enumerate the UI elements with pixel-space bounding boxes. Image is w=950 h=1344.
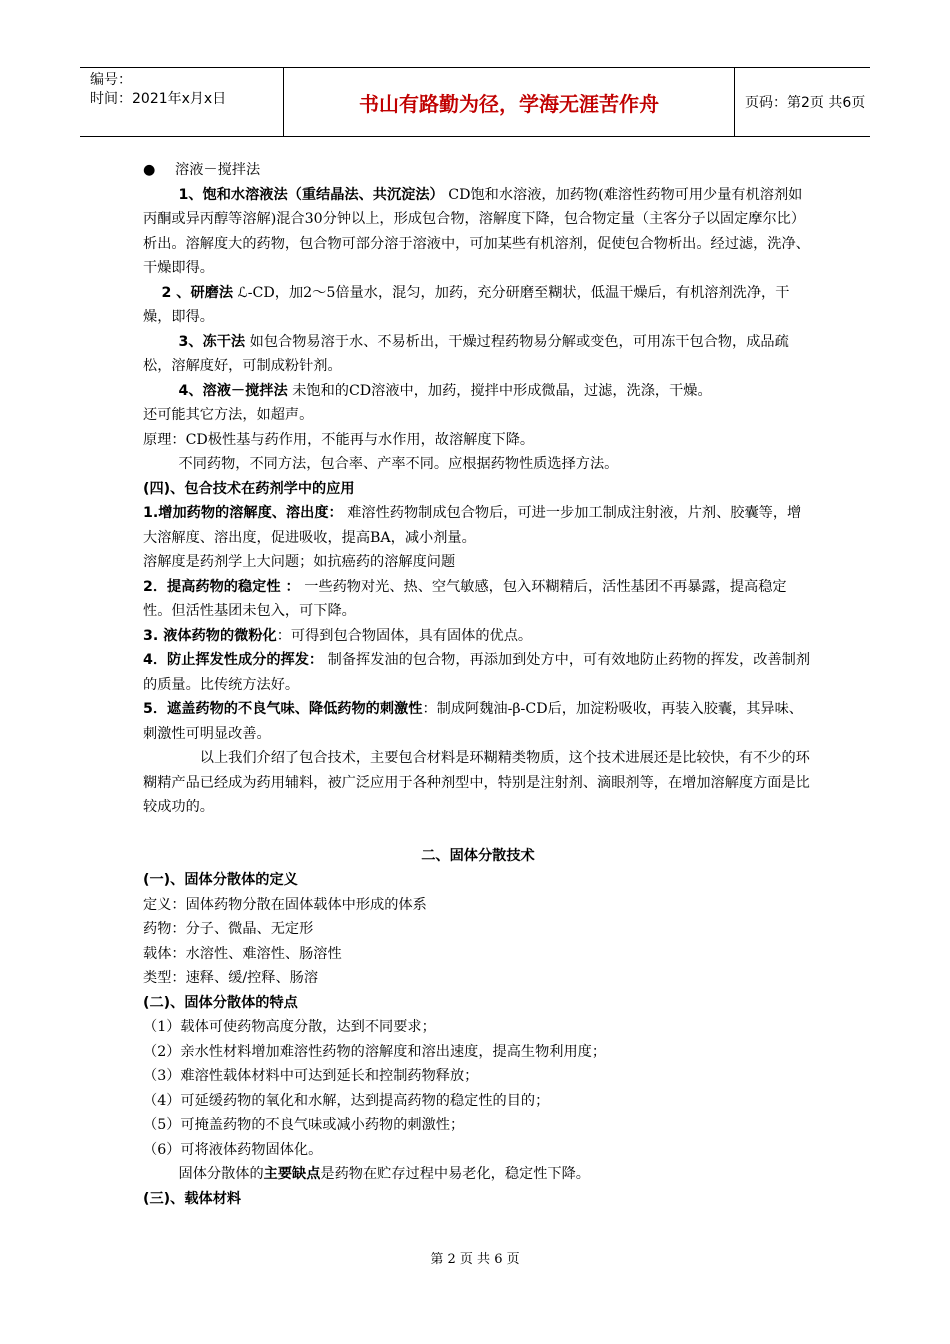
chapter-2-heading: 二、固体分散技术 [421, 847, 535, 864]
carrier-types: 载体：水溶性、难溶性、肠溶性 [143, 945, 342, 962]
feature-4: （4）可延缓药物的氧化和水解，达到提高药物的稳定性的目的； [143, 1092, 550, 1109]
section-2-heading: (二)、固体分散体的特点 [143, 994, 298, 1011]
header-motto: 书山有路勤为径，学海无涯苦作舟 [284, 68, 735, 136]
drug-forms: 药物：分子、微晶、无定形 [143, 921, 314, 937]
page-header [80, 67, 870, 137]
feature-3: （3）难溶性载体材料中可达到延长和控制药物释放； [143, 1068, 479, 1084]
header-meta [80, 68, 284, 136]
feature-2: （2）亲水性材料增加难溶性药物的溶解度和溶出速度，提高生物利用度； [143, 1043, 607, 1060]
other-methods: 还可能其它方法，如超声。 [143, 407, 314, 423]
section-4-heading: (四)、包合技术在药剂学中的应用 [143, 480, 355, 497]
feature-6: （6）可将液体药物固体化。 [143, 1141, 323, 1158]
method-4: 4、溶液－搅拌法 未饱和的CD溶液中，加药，搅拌中形成微晶，过滤，洗涤，干燥。 [178, 382, 712, 399]
document-body [143, 158, 813, 1211]
principle: 原理：CD极性基与药作用，不能再与水作用，故溶解度下降。 [143, 431, 535, 448]
method-3: 3、冻干法 如包合物易溶于水、不易析出，干燥过程药物易分解或变色，可用冻干包合物，成品疏松，溶解度好，可制成粉针剂。 [143, 333, 789, 374]
application-5: 5．遮盖药物的不良气味、降低药物的刺激性：制成阿魏油-β-CD后，加淀粉吸收，再装入胶囊，其异味、刺激性可明显改善。 [143, 701, 803, 742]
dispersion-types: 类型：速释、缓/控释、肠溶 [143, 970, 319, 986]
date-line: 时间：2021年x月x日 [90, 91, 227, 107]
method-2: 2 、研磨法 ℒ-CD，加2～5倍量水，混匀，加药，充分研磨至糊状，低温干燥后，有机溶剂洗净，干燥，即得。 [143, 284, 790, 325]
feature-5: （5）可掩盖药物的不良气味或减小药物的刺激性； [143, 1117, 465, 1133]
different-methods: 不同药物，不同方法，包合率、产率不同。应根据药物性质选择方法。 [178, 456, 619, 472]
header-page-label: 页码：第2页 共6页 [745, 95, 866, 111]
bullet-line: ● 溶液－搅拌法 [143, 158, 813, 183]
application-4: 4．防止挥发性成分的挥发： 制备挥发油的包合物，再添加到处方中，可有效地防止药物的挥发，改善制剂的质量。比传统方法好。 [143, 652, 811, 693]
summary-paragraph: 以上我们介绍了包合技术，主要包合材料是环糊精类物质，这个技术进展还是比较快，有不少的环糊精产品已经成为药用辅料，被广泛应用于各种剂型中，特别是注射剂、滴眼剂等，在增加溶解度方面是比较成功的。 [143, 750, 810, 815]
page-footer: 第 2 页 共 6 页 [430, 1252, 520, 1267]
main-drawback: 固体分散体的主要缺点是药物在贮存过程中易老化，稳定性下降。 [178, 1166, 590, 1182]
feature-1: （1）载体可使药物高度分散，达到不同要求； [143, 1019, 436, 1035]
application-1: 1.增加药物的溶解度、溶出度： 难溶性药物制成包合物后，可进一步加工制成注射液，片剂、胶囊等，增大溶解度、溶出度，促进吸收，提高BA，减小剂量。 [143, 505, 802, 546]
section-1-heading: (一)、固体分散体的定义 [143, 872, 298, 888]
number-label: 编号： [90, 72, 132, 88]
definition: 定义：固体药物分散在固体载体中形成的体系 [143, 896, 427, 913]
method-1: 1、饱和水溶液法（重结晶法、共沉淀法） CD饱和水溶液，加药物(难溶性药物可用少量有机溶剂如丙酮或异丙醇等溶解)混合30分钟以上，形成包合物，溶解度下降，包合物定量（主客分子以固定摩尔比）析出。溶解度大的药物，包合物可部分溶于溶液中，可加某些有机溶剂，促使包合物析出。经过滤，洗净、干燥即得。 [143, 186, 810, 276]
application-1-note: 溶解度是药剂学上大问题；如抗癌药的溶解度问题 [143, 554, 456, 570]
bullet-icon: ● [143, 162, 156, 178]
application-3: 3. 液体药物的微粉化：可得到包合物固体，具有固体的优点。 [143, 627, 533, 644]
application-2: 2．提高药物的稳定性 ： 一些药物对光、热、空气敏感，包入环糊精后，活性基团不再暴露，提高稳定性。但活性基团未包入，可下降。 [143, 578, 787, 619]
section-3-heading: (三)、载体材料 [143, 1190, 242, 1207]
